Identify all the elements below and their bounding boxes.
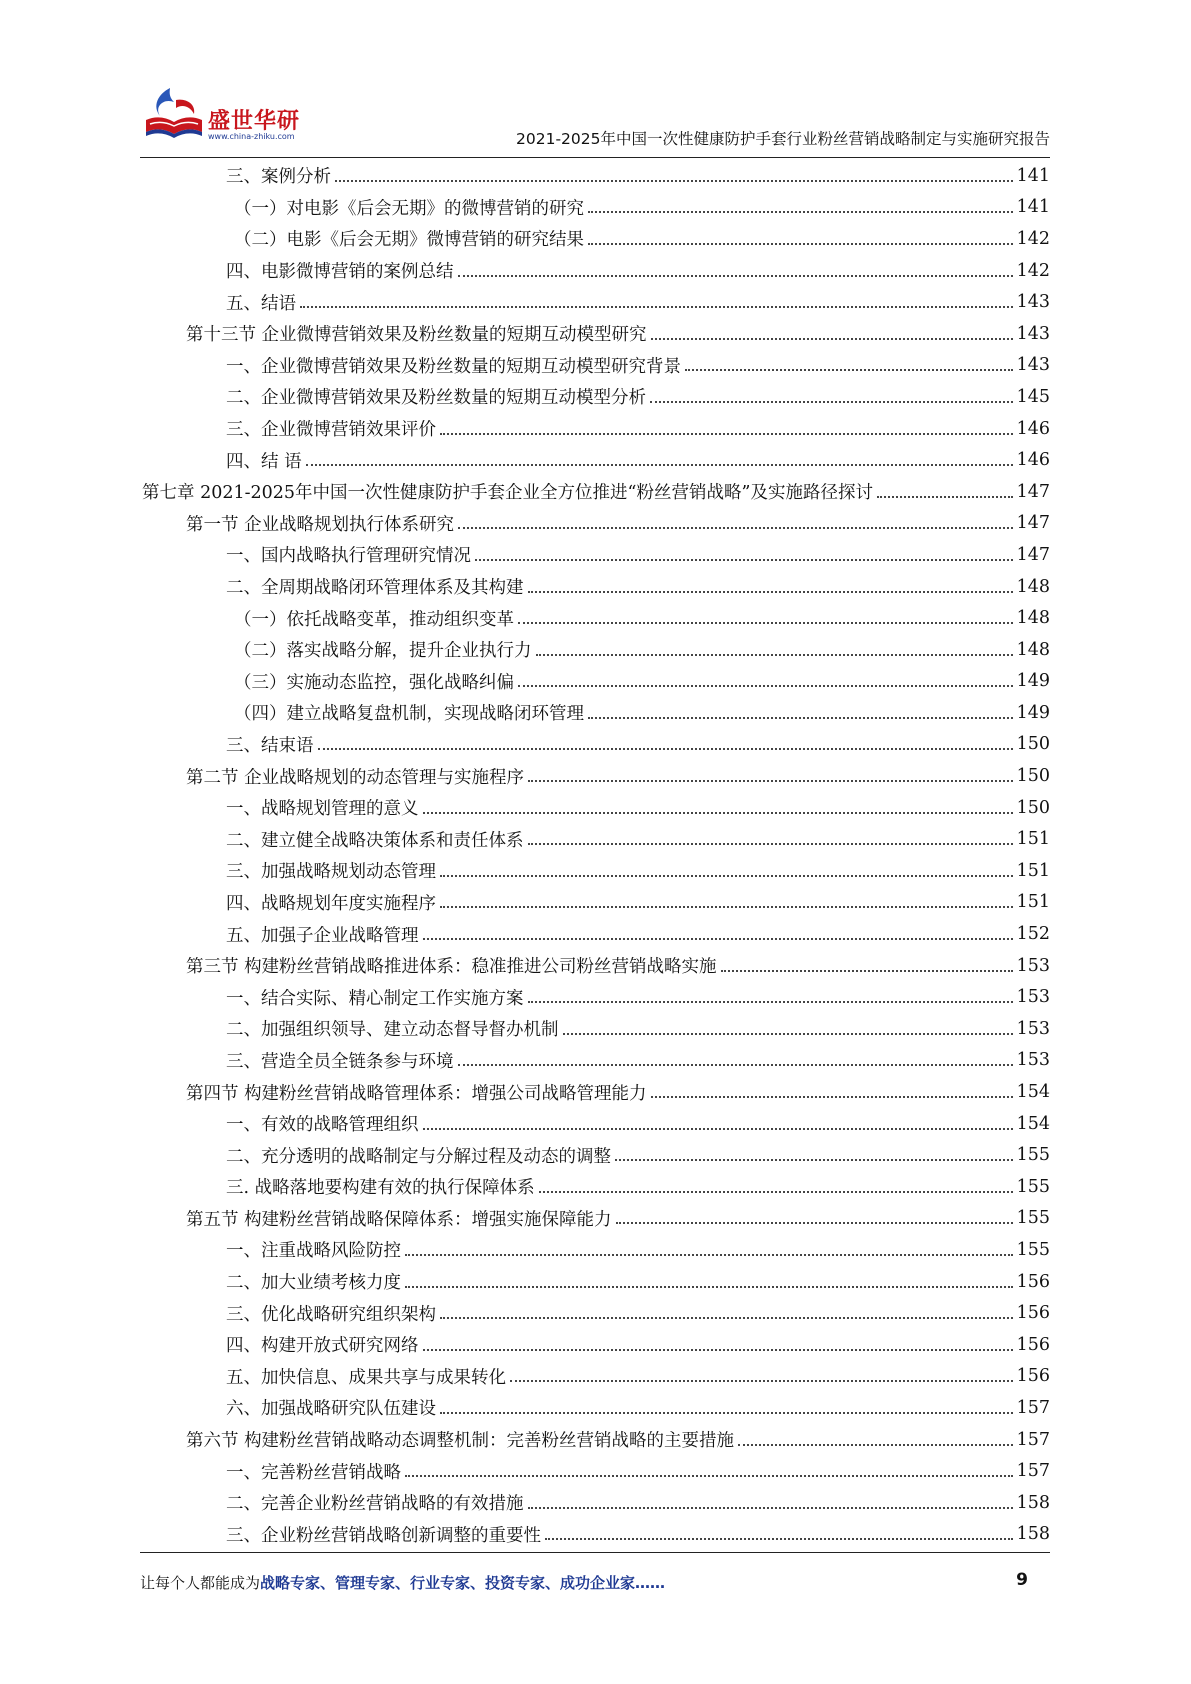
toc-leader-dots — [423, 938, 1013, 940]
toc-leader-dots — [405, 1254, 1013, 1256]
toc-leader-dots — [423, 1128, 1013, 1130]
toc-entry-label: 二、建立健全战略决策体系和责任体系 — [226, 830, 524, 851]
toc-entry[interactable] — [140, 1013, 1050, 1045]
toc-leader-dots — [528, 843, 1013, 845]
toc-entry-label: （二）落实战略分解，提升企业执行力 — [234, 641, 532, 662]
toc-leader-dots — [528, 780, 1013, 782]
toc-leader-dots — [650, 401, 1013, 403]
toc-entry-label: 二、全周期战略闭环管理体系及其构建 — [226, 578, 524, 599]
toc-leader-dots — [440, 875, 1013, 877]
toc-leader-dots — [738, 1444, 1013, 1446]
toc-entry[interactable] — [140, 729, 1050, 761]
toc-leader-dots — [405, 1286, 1013, 1288]
toc-entry-page: 146 — [1016, 418, 1050, 439]
toc-entry[interactable] — [140, 855, 1050, 887]
toc-entry[interactable] — [140, 1297, 1050, 1329]
table-of-contents — [140, 160, 1050, 1550]
toc-entry[interactable] — [140, 1203, 1050, 1235]
toc-entry-page: 153 — [1016, 1050, 1050, 1071]
toc-entry-page: 153 — [1016, 1018, 1050, 1039]
toc-entry[interactable] — [140, 1234, 1050, 1266]
toc-leader-dots — [539, 1191, 1013, 1193]
toc-entry-page: 156 — [1016, 1366, 1050, 1387]
toc-entry[interactable] — [140, 981, 1050, 1013]
toc-entry-page: 142 — [1016, 228, 1050, 249]
toc-leader-dots — [440, 1412, 1013, 1414]
toc-entry-label: （四）建立战略复盘机制，实现战略闭环管理 — [234, 704, 584, 725]
toc-entry[interactable] — [140, 1266, 1050, 1298]
toc-entry-page: 154 — [1016, 1082, 1050, 1103]
toc-entry-page: 153 — [1016, 987, 1050, 1008]
toc-entry-page: 150 — [1016, 734, 1050, 755]
toc-entry-page: 150 — [1016, 797, 1050, 818]
toc-entry-label: 四、电影微博营销的案例总结 — [226, 262, 454, 283]
toc-entry-label: 五、加强子企业战略管理 — [226, 925, 419, 946]
footer-slogan-prefix: 让每个人都能成为 — [140, 1574, 261, 1592]
toc-entry[interactable] — [140, 760, 1050, 792]
toc-leader-dots — [518, 685, 1013, 687]
toc-entry[interactable] — [140, 918, 1050, 950]
toc-entry[interactable] — [140, 1392, 1050, 1424]
toc-entry[interactable] — [140, 666, 1050, 698]
toc-leader-dots — [423, 1349, 1013, 1351]
toc-entry-page: 154 — [1016, 1113, 1050, 1134]
toc-entry-page: 151 — [1016, 892, 1050, 913]
toc-entry[interactable] — [140, 823, 1050, 855]
toc-leader-dots — [510, 1380, 1013, 1382]
toc-entry-page: 149 — [1016, 702, 1050, 723]
toc-entry-page: 143 — [1016, 323, 1050, 344]
toc-leader-dots — [588, 717, 1013, 719]
toc-entry-page: 148 — [1016, 576, 1050, 597]
toc-entry-label: 第五节 构建粉丝营销战略保障体系：增强实施保障能力 — [186, 1209, 612, 1230]
toc-entry-label: 第二节 企业战略规划的动态管理与实施程序 — [186, 767, 525, 788]
toc-entry-label: 第三节 构建粉丝营销战略推进体系：稳准推进公司粉丝营销战略实施 — [186, 957, 717, 978]
toc-leader-dots — [563, 1033, 1013, 1035]
toc-entry[interactable] — [140, 1519, 1050, 1551]
company-logo — [140, 80, 300, 150]
logo-url: www.china-zhiku.com — [208, 132, 295, 141]
toc-entry-page: 146 — [1016, 450, 1050, 471]
toc-entry[interactable] — [140, 602, 1050, 634]
book-flame-logo-icon — [140, 80, 210, 150]
toc-entry-page: 151 — [1016, 829, 1050, 850]
toc-entry[interactable] — [140, 223, 1050, 255]
toc-leader-dots — [458, 1064, 1013, 1066]
toc-leader-dots — [440, 906, 1013, 908]
toc-entry-page: 147 — [1016, 544, 1050, 565]
toc-entry[interactable] — [140, 381, 1050, 413]
toc-entry[interactable] — [140, 1076, 1050, 1108]
toc-entry-page: 147 — [1016, 513, 1050, 534]
toc-entry-page: 148 — [1016, 639, 1050, 660]
toc-entry-page: 152 — [1016, 924, 1050, 945]
toc-entry[interactable] — [140, 1045, 1050, 1077]
header-divider — [140, 157, 1050, 158]
toc-entry-page: 150 — [1016, 766, 1050, 787]
toc-entry-label: （一）对电影《后会无期》的微博营销的研究 — [234, 198, 584, 219]
toc-entry-label: 一、完善粉丝营销战略 — [226, 1462, 401, 1483]
toc-entry[interactable] — [140, 413, 1050, 445]
toc-leader-dots — [685, 369, 1013, 371]
toc-leader-dots — [588, 243, 1013, 245]
toc-entry[interactable] — [140, 697, 1050, 729]
toc-leader-dots — [306, 464, 1013, 466]
toc-entry[interactable] — [140, 887, 1050, 919]
toc-entry-label: 四、战略规划年度实施程序 — [226, 893, 436, 914]
toc-entry-label: 二、加大业绩考核力度 — [226, 1273, 401, 1294]
toc-leader-dots — [528, 1001, 1013, 1003]
toc-leader-dots — [721, 970, 1013, 972]
toc-entry-page: 153 — [1016, 955, 1050, 976]
toc-entry-page: 147 — [1016, 481, 1050, 502]
toc-entry-label: 第十三节 企业微博营销效果及粉丝数量的短期互动模型研究 — [186, 325, 647, 346]
toc-entry-page: 141 — [1016, 197, 1050, 218]
toc-entry-label: 第一节 企业战略规划执行体系研究 — [186, 514, 455, 535]
toc-entry-label: 一、结合实际、精心制定工作实施方案 — [226, 988, 524, 1009]
toc-leader-dots — [423, 812, 1013, 814]
footer-slogan — [140, 1572, 665, 1593]
toc-leader-dots — [588, 211, 1013, 213]
toc-entry-page: 143 — [1016, 292, 1050, 313]
toc-entry-page: 155 — [1016, 1208, 1050, 1229]
toc-entry[interactable] — [140, 350, 1050, 382]
toc-entry[interactable] — [140, 634, 1050, 666]
page-number: 9 — [1016, 1570, 1028, 1590]
toc-leader-dots — [475, 559, 1013, 561]
footer-slogan-highlight: 战略专家、管理专家、行业专家、投资专家、成功企业家…… — [260, 1574, 666, 1592]
toc-leader-dots — [528, 591, 1013, 593]
toc-entry[interactable] — [140, 318, 1050, 350]
toc-entry-page: 158 — [1016, 1524, 1050, 1545]
toc-entry-label: 三、企业微博营销效果评价 — [226, 420, 436, 441]
toc-entry[interactable] — [140, 1455, 1050, 1487]
toc-entry-label: （三）实施动态监控，强化战略纠偏 — [234, 672, 514, 693]
toc-leader-dots — [440, 1317, 1013, 1319]
page-header — [140, 80, 1050, 160]
toc-entry[interactable] — [140, 950, 1050, 982]
toc-entry-label: 四、构建开放式研究网络 — [226, 1336, 419, 1357]
toc-entry-page: 148 — [1016, 608, 1050, 629]
toc-entry-page: 156 — [1016, 1271, 1050, 1292]
toc-entry-label: 一、国内战略执行管理研究情况 — [226, 546, 471, 567]
toc-leader-dots — [545, 1538, 1013, 1540]
logo-name: 盛世华研 — [208, 109, 301, 134]
toc-entry-label: 一、企业微博营销效果及粉丝数量的短期互动模型研究背景 — [226, 356, 681, 377]
toc-entry-label: 一、注重战略风险防控 — [226, 1241, 401, 1262]
toc-entry-page: 158 — [1016, 1492, 1050, 1513]
toc-entry[interactable] — [140, 160, 1050, 192]
toc-entry-label: 三. 战略落地要构建有效的执行保障体系 — [226, 1178, 535, 1199]
toc-entry-page: 157 — [1016, 1461, 1050, 1482]
toc-entry[interactable] — [140, 1424, 1050, 1456]
toc-entry-label: 三、优化战略研究组织架构 — [226, 1304, 436, 1325]
toc-entry-page: 145 — [1016, 386, 1050, 407]
toc-entry-page: 157 — [1016, 1429, 1050, 1450]
toc-entry-label: 二、完善企业粉丝营销战略的有效措施 — [226, 1494, 524, 1515]
toc-entry[interactable] — [140, 1139, 1050, 1171]
toc-entry-page: 141 — [1016, 165, 1050, 186]
toc-entry[interactable] — [140, 192, 1050, 224]
toc-entry-page: 156 — [1016, 1303, 1050, 1324]
toc-entry-label: 一、战略规划管理的意义 — [226, 799, 419, 820]
toc-entry-label: （二）电影《后会无期》微博营销的研究结果 — [234, 230, 584, 251]
toc-leader-dots — [616, 1222, 1013, 1224]
toc-entry-label: 三、结束语 — [226, 735, 314, 756]
toc-entry-label: 一、有效的战略管理组织 — [226, 1115, 419, 1136]
toc-leader-dots — [405, 1475, 1013, 1477]
toc-entry[interactable] — [140, 286, 1050, 318]
toc-entry[interactable] — [140, 444, 1050, 476]
toc-entry-page: 142 — [1016, 260, 1050, 281]
toc-entry-label: 五、结语 — [226, 293, 296, 314]
toc-entry-page: 155 — [1016, 1176, 1050, 1197]
toc-entry[interactable] — [140, 1108, 1050, 1140]
toc-entry-page: 157 — [1016, 1397, 1050, 1418]
toc-leader-dots — [300, 306, 1013, 308]
toc-entry[interactable] — [140, 1171, 1050, 1203]
report-title: 2021-2025年中国一次性健康防护手套行业粉丝营销战略制定与实施研究报告 — [516, 130, 1050, 148]
toc-entry-label: 二、充分透明的战略制定与分解过程及动态的调整 — [226, 1146, 611, 1167]
toc-entry[interactable] — [140, 1361, 1050, 1393]
toc-entry-page: 149 — [1016, 671, 1050, 692]
toc-entry-label: （一）依托战略变革，推动组织变革 — [234, 609, 514, 630]
toc-leader-dots — [877, 496, 1013, 498]
toc-leader-dots — [318, 748, 1013, 750]
toc-entry[interactable] — [140, 1487, 1050, 1519]
toc-entry[interactable] — [140, 1329, 1050, 1361]
toc-leader-dots — [528, 1507, 1013, 1509]
toc-entry-label: 二、加强组织领导、建立动态督导督办机制 — [226, 1020, 559, 1041]
toc-leader-dots — [615, 1159, 1013, 1161]
toc-entry-label: 第七章 2021-2025年中国一次性健康防护手套企业全方位推进“粉丝营销战略”及实施路径探讨 — [142, 483, 873, 504]
toc-leader-dots — [458, 527, 1013, 529]
toc-entry-page: 143 — [1016, 355, 1050, 376]
toc-entry-label: 三、加强战略规划动态管理 — [226, 862, 436, 883]
footer-divider — [140, 1552, 1050, 1553]
toc-entry-label: 第六节 构建粉丝营销战略动态调整机制：完善粉丝营销战略的主要措施 — [186, 1431, 735, 1452]
toc-entry-label: 五、加快信息、成果共享与成果转化 — [226, 1367, 506, 1388]
toc-leader-dots — [651, 338, 1013, 340]
toc-entry-label: 二、企业微博营销效果及粉丝数量的短期互动模型分析 — [226, 388, 646, 409]
toc-entry-page: 156 — [1016, 1334, 1050, 1355]
toc-entry[interactable] — [140, 255, 1050, 287]
toc-leader-dots — [458, 275, 1013, 277]
toc-leader-dots — [518, 622, 1013, 624]
toc-entry[interactable] — [140, 539, 1050, 571]
toc-entry[interactable] — [140, 792, 1050, 824]
toc-entry-page: 155 — [1016, 1145, 1050, 1166]
toc-leader-dots — [335, 180, 1013, 182]
toc-entry[interactable] — [140, 476, 1050, 508]
toc-entry-page: 151 — [1016, 860, 1050, 881]
toc-entry-label: 三、企业粉丝营销战略创新调整的重要性 — [226, 1525, 541, 1546]
toc-leader-dots — [440, 433, 1013, 435]
toc-entry-label: 第四节 构建粉丝营销战略管理体系：增强公司战略管理能力 — [186, 1083, 647, 1104]
toc-entry-page: 155 — [1016, 1239, 1050, 1260]
toc-entry-label: 三、营造全员全链条参与环境 — [226, 1051, 454, 1072]
toc-entry-label: 三、案例分析 — [226, 167, 331, 188]
toc-entry[interactable] — [140, 571, 1050, 603]
toc-leader-dots — [651, 1096, 1013, 1098]
toc-entry-label: 六、加强战略研究队伍建设 — [226, 1399, 436, 1420]
toc-leader-dots — [536, 654, 1013, 656]
toc-entry[interactable] — [140, 508, 1050, 540]
toc-entry-label: 四、结 语 — [226, 451, 302, 472]
